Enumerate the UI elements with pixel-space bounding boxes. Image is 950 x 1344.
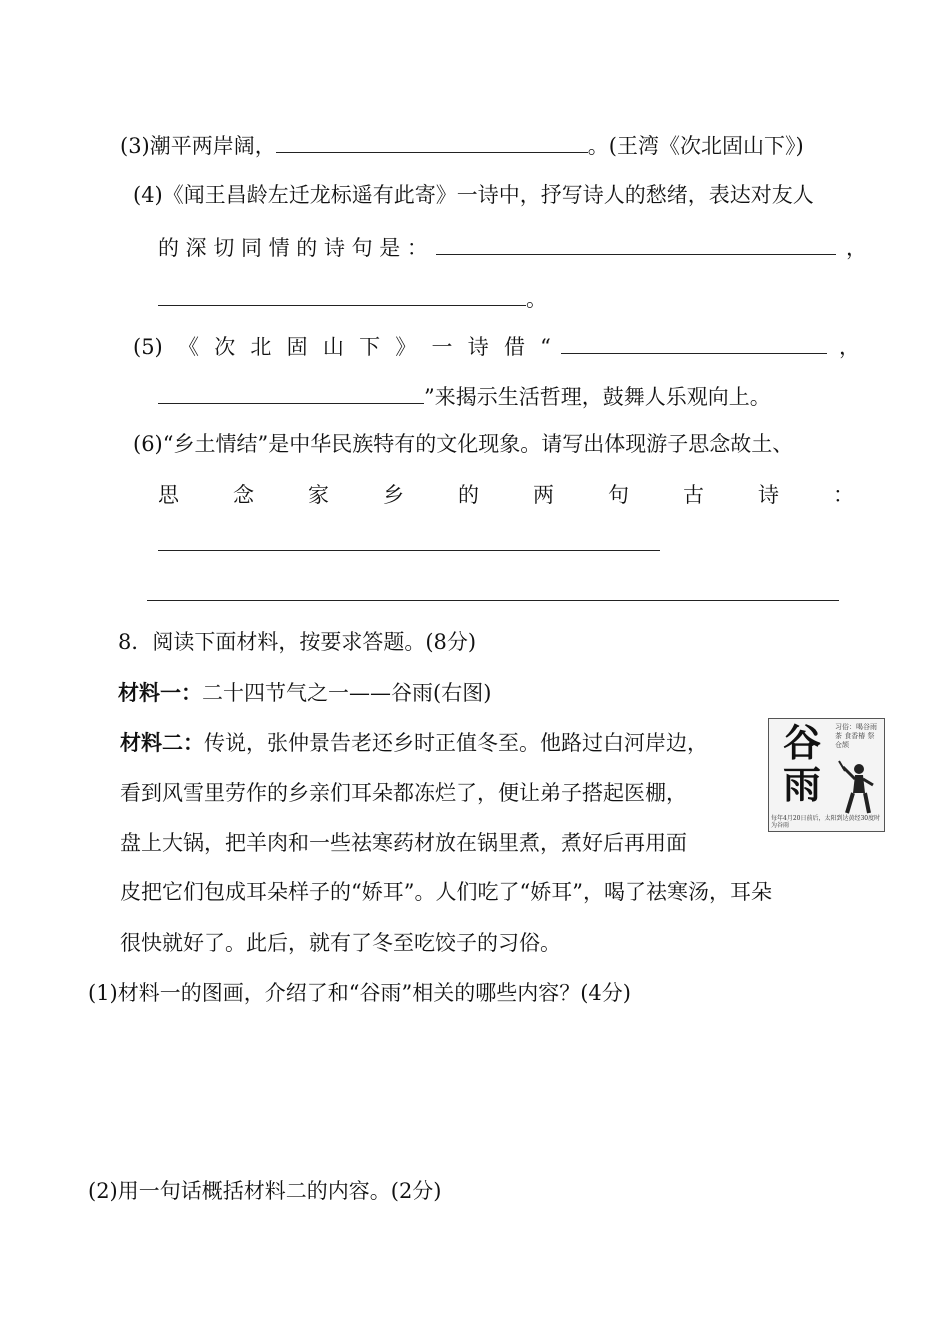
q7-item6-char: 句 [608, 483, 629, 507]
q7-item4-char: 的 [158, 236, 179, 260]
q8-sub2: (2)用一句话概括材料二的内容。(2分) [88, 1179, 442, 1203]
q7-item6-char: ： [833, 483, 854, 507]
q7-item3-prompt: (3)潮平两岸阔， [120, 134, 276, 158]
q7-item4-char: 情 [268, 236, 290, 260]
q7-item6-char: 思 [158, 483, 179, 507]
q7-item4-char: 切 [213, 236, 235, 260]
q8-material2-line2: 看到风雪里劳作的乡亲们耳朵都冻烂了，便让弟子搭起医棚， [120, 781, 687, 805]
farmer-figure-icon [835, 759, 879, 815]
q7-item5-line1 [133, 331, 860, 361]
q7-item5-char: 下 [359, 335, 381, 359]
material1-label: 材料一： [118, 680, 202, 705]
q7-item4-line1: (4)《闻王昌龄左迁龙标遥有此寄》一诗中，抒写诗人的愁绪，表达对友人 [133, 183, 814, 207]
material2-text: 传说，张仲景告老还乡时正值冬至。他路过白河岸边， [204, 731, 708, 755]
material1-text: 二十四节气之一——谷雨(右图) [202, 681, 492, 705]
q7-item5-tail: ”来揭示生活哲理，鼓舞人乐观向上。 [424, 385, 771, 409]
q7-item6-char: 家 [308, 483, 329, 507]
q7-item5-prompt [133, 333, 551, 361]
q7-item3-source: 。(王湾《次北固山下》) [587, 134, 804, 158]
q8-heading: 8．阅读下面材料，按要求答题。(8分) [118, 630, 477, 654]
q8-material2-line5: 很快就好了。此后，就有了冬至吃饺子的习俗。 [120, 931, 561, 955]
poster-char-yu: 雨 [782, 763, 821, 807]
q7-item5-char: 山 [322, 335, 344, 359]
q7-item5-char: 《 [177, 335, 199, 359]
material2-label: 材料二： [120, 730, 204, 755]
answer-blank[interactable] [158, 528, 660, 551]
q7-item6-char: 的 [458, 483, 479, 507]
q7-item5-char: 次 [214, 335, 236, 359]
q7-item5-char: 诗 [467, 335, 489, 359]
answer-blank[interactable] [276, 130, 588, 153]
q7-item5-char: 借 [503, 335, 525, 359]
answer-blank[interactable] [436, 232, 836, 255]
q8-material2-line4: 皮把它们包成耳朵样子的“娇耳”。人们吃了“娇耳”，喝了祛寒汤，耳朵 [120, 880, 772, 904]
q7-item4-prompt [158, 234, 428, 262]
q7-item6-char: 念 [233, 483, 254, 507]
q7-item4-char: 是 [379, 236, 401, 260]
q7-item5-char: (5) [133, 335, 163, 359]
period: 。 [526, 287, 547, 311]
q7-item3 [120, 130, 804, 160]
q7-item5-char: 北 [250, 335, 272, 359]
q7-item6-char: 诗 [758, 483, 779, 507]
q7-item5-char: 》 [395, 335, 417, 359]
q7-item5-line2 [158, 381, 771, 411]
q7-item4-line3 [158, 283, 547, 313]
poster-caption: 每年4月20日前后，太阳到达黄经30度时为谷雨 [771, 815, 881, 829]
q8-material1 [118, 679, 491, 707]
comma: ， [839, 335, 860, 359]
answer-blank[interactable] [561, 331, 827, 354]
q7-item4-char: 句 [351, 236, 373, 260]
q7-item4-char: 的 [296, 236, 318, 260]
answer-blank[interactable] [158, 283, 526, 306]
q8-sub1: (1)材料一的图画，介绍了和“谷雨”相关的哪些内容？(4分) [88, 981, 631, 1005]
q7-item6-line2 [158, 481, 854, 509]
q8-material2-line1 [120, 729, 708, 757]
poster-side-text: 习俗：喝谷雨茶 食香椿 祭仓颉 [835, 723, 877, 749]
grain-rain-poster [768, 718, 885, 832]
q7-item6-line1: (6)“乡土情结”是中华民族特有的文化现象。请写出体现游子思念故土、 [133, 432, 794, 456]
answer-blank[interactable] [158, 381, 424, 404]
q7-item5-char: 一 [431, 335, 453, 359]
q7-item4-char: 诗 [323, 236, 345, 260]
q7-item6-char: 两 [533, 483, 554, 507]
q7-item4-char: 同 [240, 236, 262, 260]
q7-item5-char: “ [540, 335, 551, 359]
comma: ， [846, 236, 867, 260]
answer-blank[interactable] [147, 578, 839, 601]
q7-item4-char: 深 [185, 236, 207, 260]
q7-item5-char: 固 [286, 335, 308, 359]
poster-char-gu: 谷 [782, 721, 821, 765]
q7-item6-char: 古 [683, 483, 704, 507]
q7-item4-char: ： [406, 236, 428, 260]
q7-item6-char: 乡 [383, 483, 404, 507]
q7-item4-line2 [158, 232, 867, 262]
q8-material2-line3: 盘上大锅，把羊肉和一些祛寒药材放在锅里煮，煮好后再用面 [120, 831, 687, 855]
